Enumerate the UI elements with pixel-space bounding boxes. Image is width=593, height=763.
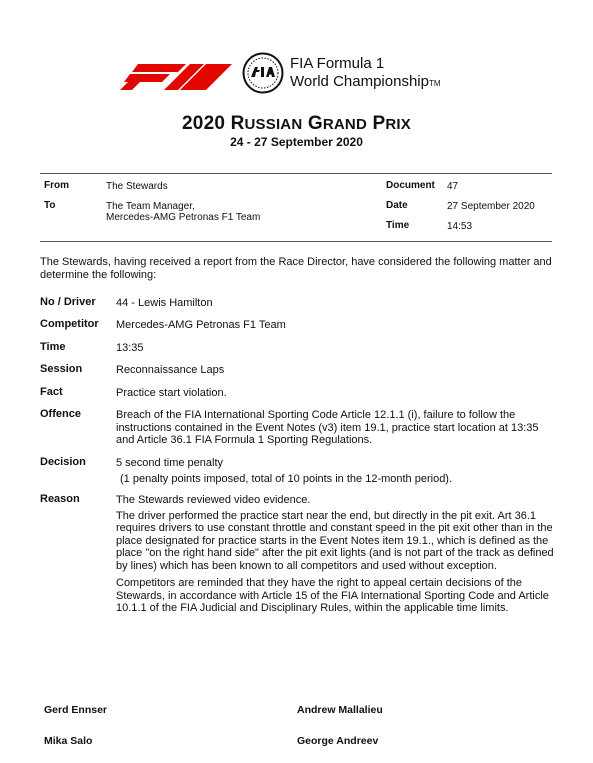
document-label: Document	[386, 180, 435, 191]
date-value: 27 September 2020	[447, 201, 535, 212]
time-value: 14:53	[447, 221, 473, 232]
header-logo	[120, 52, 480, 96]
session-label: Session	[40, 363, 83, 375]
time-row-value: 13:35	[116, 342, 144, 354]
offence-label: Offence	[40, 408, 81, 420]
decision-note: (1 penalty points imposed, total of 10 points in the 12-month period).	[120, 472, 453, 485]
fia-seal-icon	[242, 52, 284, 94]
decision-label: Decision	[40, 456, 86, 468]
date-label: Date	[386, 200, 408, 211]
signatory-1: Gerd Ennser	[44, 704, 108, 716]
reason-paragraph-1: The Stewards reviewed video evidence.	[116, 494, 311, 506]
to-label: To	[44, 200, 56, 211]
fia-line-2: World ChampionshipTM	[290, 73, 441, 90]
time-row-label: Time	[40, 341, 66, 353]
fia-line-1: FIA Formula 1	[290, 55, 385, 72]
from-value: The Stewards	[106, 181, 168, 192]
intro-text: The Stewards, having received a report from the Race Director, have considered the following matter and determine the following:	[40, 256, 552, 281]
fact-value: Practice start violation.	[116, 387, 227, 399]
reason-paragraph-2: The driver performed the practice start near the end, but directly in the pit exit. Art 36.1 requires drivers to use constant throttle and constant speed in the pit exit other than in the place designated for practice starts in the Event Notes item 19.1., which is defined as the place "on the right hand side" after the pit exit lights (and is not part of the track as defined by lines) which has been known to all competitors and used without exception.	[116, 509, 554, 572]
competitor-value: Mercedes-AMG Petronas F1 Team	[116, 319, 286, 331]
session-value: Reconnaissance Laps	[116, 364, 225, 376]
reason-value	[116, 494, 556, 620]
signatory-2: Andrew Mallalieu	[297, 704, 383, 716]
divider-bottom	[40, 241, 552, 242]
f1-logo-icon	[120, 56, 232, 90]
decision-value	[116, 457, 556, 485]
driver-label: No / Driver	[40, 296, 96, 308]
driver-value: 44 - Lewis Hamilton	[116, 297, 213, 309]
fia-championship-text	[290, 55, 441, 93]
time-label: Time	[386, 220, 410, 231]
signatory-4: George Andreev	[297, 735, 379, 747]
competitor-label: Competitor	[40, 318, 99, 330]
to-value: The Team Manager, Mercedes-AMG Petronas F1 Team	[106, 201, 261, 223]
reason-label: Reason	[40, 493, 80, 505]
from-label: From	[44, 180, 69, 191]
divider-top	[40, 173, 552, 174]
offence-value: Breach of the FIA International Sporting Code Article 12.1.1 (i), failure to follow the instructions contained in the Event Notes (v3) item 19.1, practice start location at 13:35 and Article 36.1 FIA Formula 1 Sporting Regulations.	[116, 409, 539, 446]
reason-paragraph-3: Competitors are reminded that they have the right to appeal certain decisions of the Stewards, in accordance with Article 15 of the FIA International Sporting Code and Article 10.1.1 of the FIA Judicial and Disciplinary Rules, within the applicable time limits.	[116, 577, 549, 614]
event-dates: 24 - 27 September 2020	[230, 135, 363, 149]
document-value: 47	[447, 181, 459, 192]
signatory-3: Mika Salo	[44, 735, 93, 747]
event-title: 2020 RUSSIAN GRAND PRIX	[182, 113, 411, 134]
fact-label: Fact	[40, 386, 63, 398]
trademark: TM	[428, 79, 441, 88]
decision-main: 5 second time penalty	[116, 457, 224, 469]
